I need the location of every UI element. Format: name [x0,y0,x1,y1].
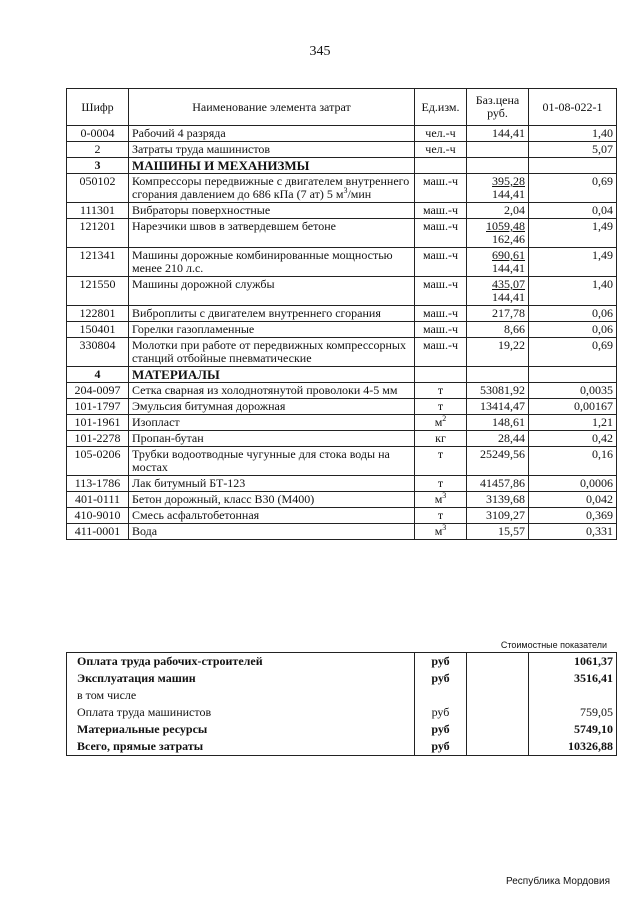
table-row [67,248,617,277]
row-name: Компрессоры передвижные с двигателем внутреннего сгорания давлением до 686 кПа (7 ат) 5 $м^3$/мин [129,174,415,203]
row-code: 3 [67,158,129,174]
row-value: 1,40 [529,277,617,306]
row-price: 148,61 [467,415,529,431]
row-code: 410-9010 [67,508,129,524]
row-unit: маш.-ч [415,277,467,306]
row-unit: т [415,508,467,524]
row-code: 0-0004 [67,126,129,142]
row-code: 2 [67,142,129,158]
row-price: 13414,47 [467,399,529,415]
row-unit [415,158,467,174]
row-value: 0,69 [529,174,617,203]
table-row [67,219,617,248]
summary-value: 759,05 [529,704,617,721]
summary-price [467,704,529,721]
row-name: МАШИНЫ И МЕХАНИЗМЫ [129,158,415,174]
table-row [67,174,617,203]
row-unit: т [415,383,467,399]
page-number: 345 [309,44,331,59]
table-row [67,431,617,447]
summary-row [67,721,617,738]
summary-unit: руб [415,653,467,671]
row-code: 401-0111 [67,492,129,508]
header-price: Баз.цена руб. [467,89,529,126]
row-price [467,367,529,383]
row-name: Машины дорожной службы [129,277,415,306]
row-unit: т [415,476,467,492]
row-value: 0,0035 [529,383,617,399]
table-row [67,415,617,431]
row-price: 28,44 [467,431,529,447]
row-code: 101-2278 [67,431,129,447]
summary-row [67,670,617,687]
table-row [67,126,617,142]
row-name: Сетка сварная из холоднотянутой проволоки 4-5 мм [129,383,415,399]
row-code: 121201 [67,219,129,248]
row-name: Молотки при работе от передвижных компрессорных станций отбойные пневматические [129,338,415,367]
summary-unit: руб [415,704,467,721]
table-row [67,277,617,306]
summary-unit: руб [415,738,467,756]
row-code: 050102 [67,174,129,203]
row-code: 121341 [67,248,129,277]
summary-value: 3516,41 [529,670,617,687]
table-row [67,476,617,492]
row-unit: маш.-ч [415,322,467,338]
row-unit: маш.-ч [415,174,467,203]
row-name: Лак битумный БТ-123 [129,476,415,492]
row-value: 0,00167 [529,399,617,415]
header-code: Шифр [67,89,129,126]
row-value: 0,06 [529,306,617,322]
row-value: 5,07 [529,142,617,158]
row-name: Рабочий 4 разряда [129,126,415,142]
cost-table [66,88,617,540]
summary-name: Всего, прямые затраты [67,738,415,756]
row-value: 0,369 [529,508,617,524]
row-name: Виброплиты с двигателем внутреннего сгорания [129,306,415,322]
table-row [67,338,617,367]
row-value: 0,0006 [529,476,617,492]
row-price: 8,66 [467,322,529,338]
row-unit [415,367,467,383]
row-name: Затраты труда машинистов [129,142,415,158]
summary-unit: руб [415,721,467,738]
row-code: 4 [67,367,129,383]
row-unit: маш.-ч [415,306,467,322]
summary-value [529,687,617,704]
row-code: 330804 [67,338,129,367]
summary-value: 5749,10 [529,721,617,738]
table-row [67,447,617,476]
row-price: 217,78 [467,306,529,322]
header-unit: Ед.изм. [415,89,467,126]
row-code: 204-0097 [67,383,129,399]
row-code: 122801 [67,306,129,322]
row-value: 0,331 [529,524,617,540]
table-row [67,158,617,174]
row-price: 19,22 [467,338,529,367]
row-price: 144,41 [467,126,529,142]
row-code: 101-1797 [67,399,129,415]
row-value [529,367,617,383]
row-value: 1,49 [529,248,617,277]
table-row [67,524,617,540]
row-price: 3139,68 [467,492,529,508]
row-value: 0,06 [529,322,617,338]
row-unit: $м^3$ [415,524,467,540]
summary-price [467,670,529,687]
summary-unit: руб [415,670,467,687]
row-price: 1059,48 162,46 [467,219,529,248]
footer-region: Республика Мордовия [506,876,610,887]
table-row [67,142,617,158]
row-name: МАТЕРИАЛЫ [129,367,415,383]
summary-caption: Стоимостные показатели [500,640,607,650]
row-name: Вибраторы поверхностные [129,203,415,219]
row-code: 111301 [67,203,129,219]
row-value: 1,49 [529,219,617,248]
row-name: Нарезчики швов в затвердевшем бетоне [129,219,415,248]
row-unit: чел.-ч [415,142,467,158]
row-value: 1,40 [529,126,617,142]
summary-value: 10326,88 [529,738,617,756]
row-value: 0,42 [529,431,617,447]
row-name: Вода [129,524,415,540]
summary-unit [415,687,467,704]
summary-price [467,687,529,704]
row-unit: маш.-ч [415,219,467,248]
summary-name: Оплата труда машинистов [67,704,415,721]
summary-name: Эксплуатация машин [67,670,415,687]
row-name: Бетон дорожный, класс В30 (М400) [129,492,415,508]
row-name: Изопласт [129,415,415,431]
table-row [67,383,617,399]
row-unit: кг [415,431,467,447]
row-unit: маш.-ч [415,248,467,277]
summary-table [66,652,617,756]
table-row [67,367,617,383]
summary-value: 1061,37 [529,653,617,671]
row-price: 690,61 144,41 [467,248,529,277]
row-price: 435,07 144,41 [467,277,529,306]
row-unit: т [415,447,467,476]
row-code: 150401 [67,322,129,338]
row-price: 15,57 [467,524,529,540]
row-value: 0,04 [529,203,617,219]
row-name: Эмульсия битумная дорожная [129,399,415,415]
summary-price [467,653,529,671]
table-row [67,322,617,338]
row-code: 121550 [67,277,129,306]
summary-row [67,704,617,721]
header-value: 01-08-022-1 [529,89,617,126]
header-name: Наименование элемента затрат [129,89,415,126]
row-name: Смесь асфальтобетонная [129,508,415,524]
row-value: 0,042 [529,492,617,508]
row-unit: т [415,399,467,415]
summary-row [67,738,617,756]
row-name: Машины дорожные комбинированные мощностью менее 210 л.с. [129,248,415,277]
table-row [67,306,617,322]
summary-row [67,687,617,704]
row-price: 53081,92 [467,383,529,399]
row-unit: маш.-ч [415,203,467,219]
row-price: 41457,86 [467,476,529,492]
row-price [467,142,529,158]
row-unit: чел.-ч [415,126,467,142]
summary-name: Материальные ресурсы [67,721,415,738]
row-code: 105-0206 [67,447,129,476]
row-code: 113-1786 [67,476,129,492]
row-price: 2,04 [467,203,529,219]
row-unit: $м^3$ [415,492,467,508]
table-row [67,203,617,219]
row-value: 1,21 [529,415,617,431]
row-code: 101-1961 [67,415,129,431]
summary-name: в том числе [67,687,415,704]
row-code: 411-0001 [67,524,129,540]
row-unit: маш.-ч [415,338,467,367]
row-value [529,158,617,174]
summary-price [467,738,529,756]
table-row [67,399,617,415]
row-price: 3109,27 [467,508,529,524]
summary-name: Оплата труда рабочих-строителей [67,653,415,671]
row-value: 0,16 [529,447,617,476]
summary-price [467,721,529,738]
row-price: 395,28 144,41 [467,174,529,203]
table-row [67,508,617,524]
row-price: 25249,56 [467,447,529,476]
table-header [67,89,617,126]
row-name: Горелки газопламенные [129,322,415,338]
row-name: Пропан-бутан [129,431,415,447]
row-price [467,158,529,174]
row-value: 0,69 [529,338,617,367]
summary-row [67,653,617,671]
row-name: Трубки водоотводные чугунные для стока воды на мостах [129,447,415,476]
row-unit: $м^2$ [415,415,467,431]
table-row [67,492,617,508]
